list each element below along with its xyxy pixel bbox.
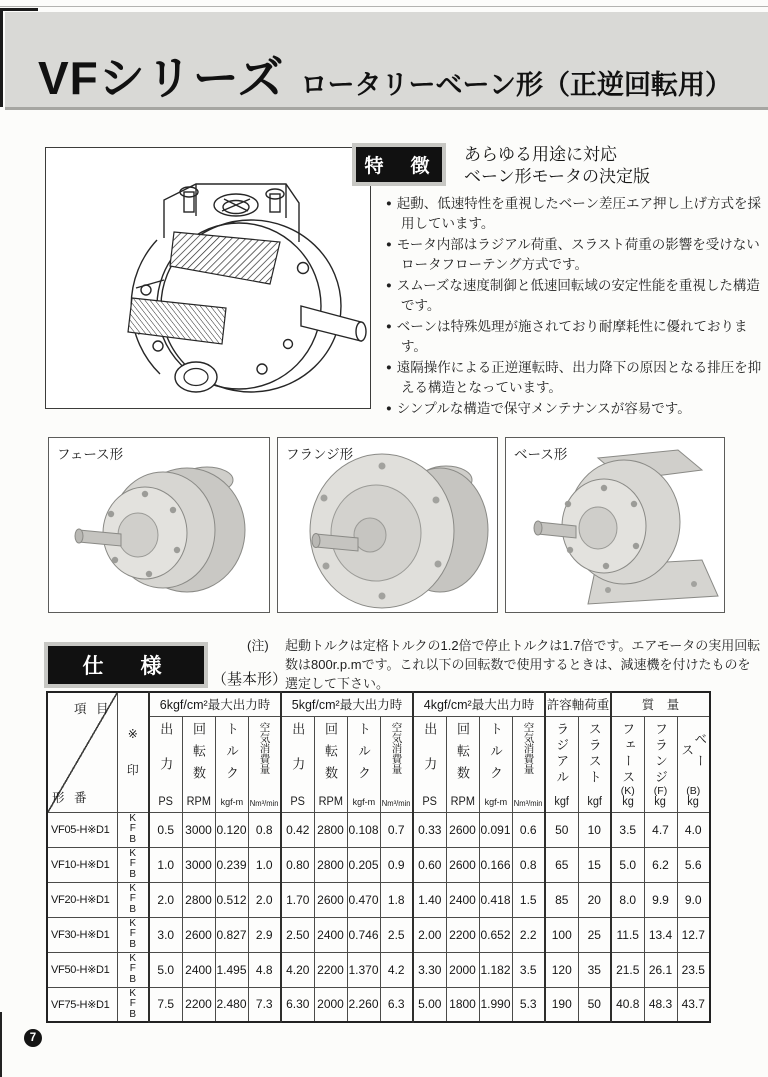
value-cell: 0.60: [413, 847, 446, 882]
mark-cell: K F B: [117, 952, 149, 987]
value-cell: 35: [578, 952, 611, 987]
column-header: トルク kgf-m: [347, 716, 380, 812]
value-cell: 25: [578, 917, 611, 952]
features-list: [386, 194, 768, 421]
feature-bullet: ● スムーズな速度制御と低速回転域の安定性能を重視した構造です。: [386, 276, 768, 315]
feature-bullet: ● 起動、低速特性を重視したベーン差圧エア押し上げ方式を採用しています。: [386, 194, 768, 233]
note-text: 起動トルクは定格トルクの1.2倍で停止トルクは1.7倍です。エアモータの実用回転数は800r.p.mです。これ以下の回転数で使用するときは、減速機を付けたものを選定して下さい。: [285, 638, 761, 691]
value-cell: 50: [578, 987, 611, 1022]
group-header-6kgf: 6kgf/cm²最大出力時: [149, 692, 281, 716]
mark-cell: K F B: [117, 812, 149, 847]
value-cell: 1.5: [512, 882, 545, 917]
value-cell: 0.091: [479, 812, 512, 847]
cutaway-illustration: [46, 148, 369, 407]
value-cell: 6.30: [281, 987, 314, 1022]
mark-column-header: [117, 692, 149, 812]
value-cell: 0.9: [380, 847, 413, 882]
value-cell: 2600: [182, 917, 215, 952]
value-cell: 2.0: [149, 882, 182, 917]
column-header: トルク kgf-m: [215, 716, 248, 812]
mark-cell: K F B: [117, 987, 149, 1022]
group-header-shaft-load: 許容軸荷重: [545, 692, 611, 716]
feature-bullet: ● 遠隔操作による正逆運転時、出力降下の原因となる排圧を抑える構造となっています。: [386, 358, 768, 397]
column-header: 回転数 RPM: [446, 716, 479, 812]
value-cell: 48.3: [644, 987, 677, 1022]
table-row: [47, 882, 710, 917]
value-cell: 2600: [314, 882, 347, 917]
model-cell: VF75-H※D1: [47, 987, 117, 1022]
specs-heading: 仕 様: [44, 642, 208, 688]
value-cell: 0.652: [479, 917, 512, 952]
value-cell: 190: [545, 987, 578, 1022]
column-header: 出力 PS: [413, 716, 446, 812]
value-cell: 2000: [446, 952, 479, 987]
face-type-photo: [49, 438, 268, 611]
value-cell: 0.5: [149, 812, 182, 847]
value-cell: 85: [545, 882, 578, 917]
value-cell: 5.0: [149, 952, 182, 987]
flange-type-photo: [278, 438, 496, 611]
value-cell: 1.0: [149, 847, 182, 882]
value-cell: 2800: [314, 812, 347, 847]
value-cell: 1.40: [413, 882, 446, 917]
column-header: 回転数 RPM: [314, 716, 347, 812]
column-header: 空気消費量 Nm³/min: [380, 716, 413, 812]
value-cell: 5.6: [677, 847, 710, 882]
value-cell: 0.42: [281, 812, 314, 847]
value-cell: 43.7: [677, 987, 710, 1022]
mark-cell: K F B: [117, 882, 149, 917]
scan-left-edge-line: [0, 1012, 2, 1077]
value-cell: 2200: [182, 987, 215, 1022]
value-cell: 9.0: [677, 882, 710, 917]
value-cell: 1800: [446, 987, 479, 1022]
value-cell: 0.166: [479, 847, 512, 882]
page-title: VFシリーズ: [38, 52, 285, 104]
motor-cutaway-drawing: [45, 147, 371, 409]
value-cell: 1.70: [281, 882, 314, 917]
spec-note: [247, 636, 767, 693]
value-cell: 2.260: [347, 987, 380, 1022]
value-cell: 4.0: [677, 812, 710, 847]
column-header: 出力 PS: [281, 716, 314, 812]
model-cell: VF50-H※D1: [47, 952, 117, 987]
value-cell: 0.512: [215, 882, 248, 917]
model-cell: VF20-H※D1: [47, 882, 117, 917]
column-header: ベース (B) kg: [677, 716, 710, 812]
value-cell: 20: [578, 882, 611, 917]
mark-cell: K F B: [117, 847, 149, 882]
table-row: [47, 987, 710, 1022]
value-cell: 8.0: [611, 882, 644, 917]
corner-label-item: 項 目: [74, 702, 112, 716]
value-cell: 4.8: [248, 952, 281, 987]
value-cell: 0.827: [215, 917, 248, 952]
photo-face-type: [48, 437, 270, 613]
value-cell: 2200: [446, 917, 479, 952]
value-cell: 4.20: [281, 952, 314, 987]
value-cell: 0.470: [347, 882, 380, 917]
value-cell: 2800: [314, 847, 347, 882]
column-header: トルク kgf-m: [479, 716, 512, 812]
value-cell: 1.0: [248, 847, 281, 882]
group-header-4kgf: 4kgf/cm²最大出力時: [413, 692, 545, 716]
model-cell: VF30-H※D1: [47, 917, 117, 952]
table-row: [47, 917, 710, 952]
value-cell: 3.30: [413, 952, 446, 987]
photo-flange-type: [277, 437, 498, 613]
value-cell: 0.80: [281, 847, 314, 882]
group-header-5kgf: 5kgf/cm²最大出力時: [281, 692, 413, 716]
value-cell: 1.990: [479, 987, 512, 1022]
value-cell: 2600: [446, 847, 479, 882]
value-cell: 3.5: [512, 952, 545, 987]
value-cell: 40.8: [611, 987, 644, 1022]
value-cell: 12.7: [677, 917, 710, 952]
features-tagline: [464, 144, 650, 188]
feature-bullet: ● シンプルな構造で保守メンテナンスが容易です。: [386, 399, 768, 419]
base-type-photo: [506, 438, 723, 611]
table-row: [47, 812, 710, 847]
column-header: フェース (K) kg: [611, 716, 644, 812]
value-cell: 3000: [182, 812, 215, 847]
value-cell: 2.2: [512, 917, 545, 952]
value-cell: 2400: [182, 952, 215, 987]
value-cell: 2000: [314, 987, 347, 1022]
value-cell: 1.495: [215, 952, 248, 987]
value-cell: 13.4: [644, 917, 677, 952]
value-cell: 3000: [182, 847, 215, 882]
column-header: 空気消費量 Nm³/min: [248, 716, 281, 812]
corner-label-model: 形 番: [52, 790, 90, 805]
value-cell: 1.182: [479, 952, 512, 987]
value-cell: 2400: [446, 882, 479, 917]
value-cell: 65: [545, 847, 578, 882]
value-cell: 2200: [314, 952, 347, 987]
value-cell: 4.7: [644, 812, 677, 847]
features-tagline-line1: あらゆる用途に対応: [464, 145, 617, 164]
value-cell: 0.239: [215, 847, 248, 882]
value-cell: 26.1: [644, 952, 677, 987]
value-cell: 0.7: [380, 812, 413, 847]
page-header: [5, 12, 768, 110]
value-cell: 4.2: [380, 952, 413, 987]
photo-base-type: [505, 437, 725, 613]
photo-label: ベース形: [514, 447, 568, 462]
value-cell: 0.6: [512, 812, 545, 847]
value-cell: 0.746: [347, 917, 380, 952]
value-cell: 7.5: [149, 987, 182, 1022]
value-cell: 1.370: [347, 952, 380, 987]
corner-header-cell: [47, 692, 117, 812]
group-header-mass: 質 量: [611, 692, 710, 716]
value-cell: 0.33: [413, 812, 446, 847]
value-cell: 2400: [314, 917, 347, 952]
value-cell: 5.0: [611, 847, 644, 882]
value-cell: 6.2: [644, 847, 677, 882]
value-cell: 0.120: [215, 812, 248, 847]
value-cell: 3.5: [611, 812, 644, 847]
value-cell: 6.3: [380, 987, 413, 1022]
model-cell: VF05-H※D1: [47, 812, 117, 847]
basic-type-label: （基本形）: [212, 671, 288, 688]
features-heading: 特 徴: [352, 143, 446, 186]
value-cell: 50: [545, 812, 578, 847]
value-cell: 0.8: [512, 847, 545, 882]
feature-bullet: ● モータ内部はラジアル荷重、スラスト荷重の影響を受けないロータフローテング方式です。: [386, 235, 768, 274]
value-cell: 0.8: [248, 812, 281, 847]
value-cell: 2800: [182, 882, 215, 917]
column-header: 出力 PS: [149, 716, 182, 812]
spec-table: [46, 691, 711, 1023]
page-number-badge: 7: [24, 1029, 42, 1047]
value-cell: 9.9: [644, 882, 677, 917]
mark-label: 印: [126, 762, 139, 777]
column-header: ラジアル kgf: [545, 716, 578, 812]
value-cell: 2.00: [413, 917, 446, 952]
corner-crop-mark-vertical: [0, 8, 3, 107]
column-header: フランジ (F) kg: [644, 716, 677, 812]
column-header: スラスト kgf: [578, 716, 611, 812]
note-prefix: (注): [247, 638, 269, 653]
value-cell: 2.9: [248, 917, 281, 952]
scan-top-hairline: [0, 6, 768, 7]
table-row: [47, 952, 710, 987]
value-cell: 2.50: [281, 917, 314, 952]
column-header: 回転数 RPM: [182, 716, 215, 812]
page-subtitle: ロータリーベーン形（正逆回転用）: [300, 70, 732, 100]
photo-label: フランジ形: [286, 447, 354, 462]
value-cell: 7.3: [248, 987, 281, 1022]
feature-bullet: ● ベーンは特殊処理が施されており耐摩耗性に優れております。: [386, 317, 768, 356]
value-cell: 5.00: [413, 987, 446, 1022]
value-cell: 2600: [446, 812, 479, 847]
page-title-group: [38, 42, 732, 108]
value-cell: 100: [545, 917, 578, 952]
value-cell: 10: [578, 812, 611, 847]
value-cell: 0.108: [347, 812, 380, 847]
value-cell: 21.5: [611, 952, 644, 987]
value-cell: 2.0: [248, 882, 281, 917]
value-cell: 120: [545, 952, 578, 987]
mark-cell: K F B: [117, 917, 149, 952]
value-cell: 5.3: [512, 987, 545, 1022]
value-cell: 3.0: [149, 917, 182, 952]
value-cell: 0.205: [347, 847, 380, 882]
value-cell: 11.5: [611, 917, 644, 952]
photo-label: フェース形: [57, 447, 124, 462]
mark-symbol: ※: [127, 726, 138, 741]
table-row: [47, 847, 710, 882]
value-cell: 2.5: [380, 917, 413, 952]
model-cell: VF10-H※D1: [47, 847, 117, 882]
value-cell: 2.480: [215, 987, 248, 1022]
value-cell: 23.5: [677, 952, 710, 987]
column-header: 空気消費量 Nm³/min: [512, 716, 545, 812]
features-tagline-line2: ベーン形モータの決定版: [464, 167, 650, 186]
corner-crop-mark-horizontal: [0, 8, 38, 11]
value-cell: 0.418: [479, 882, 512, 917]
value-cell: 1.8: [380, 882, 413, 917]
value-cell: 15: [578, 847, 611, 882]
